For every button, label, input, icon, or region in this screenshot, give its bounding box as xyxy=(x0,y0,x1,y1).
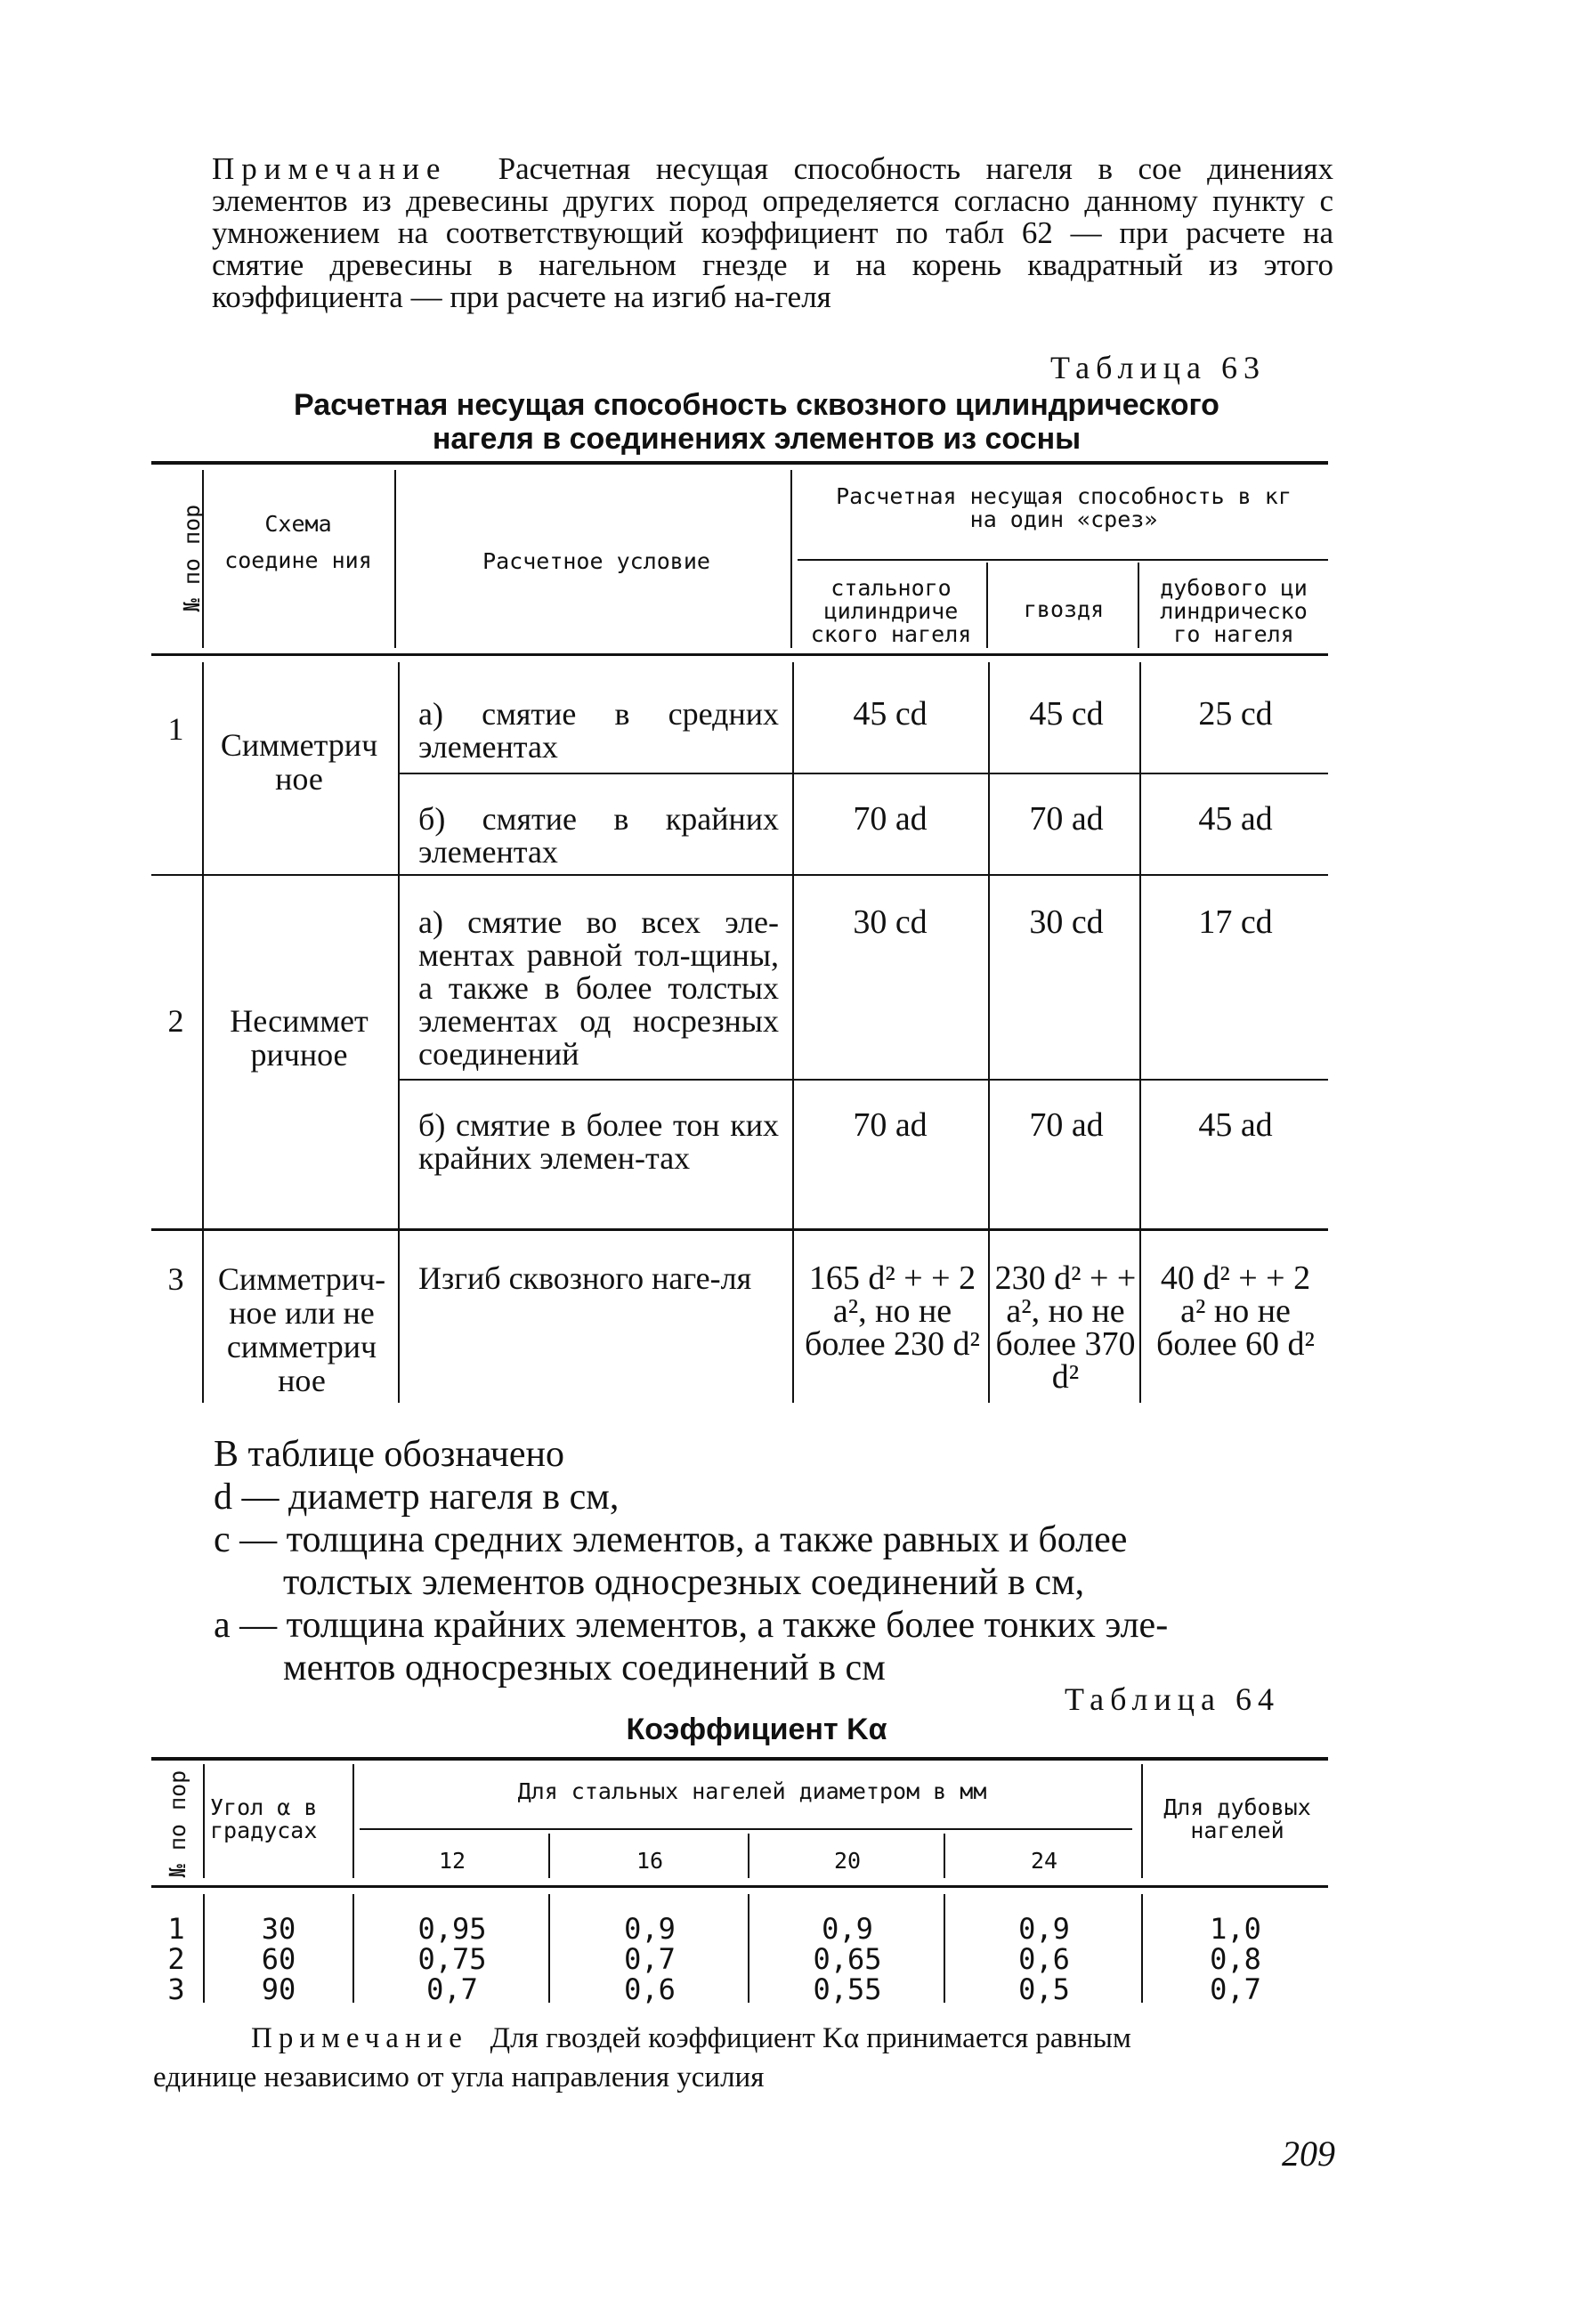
table64-header-d12: 12 xyxy=(438,1848,466,1874)
table64-vline xyxy=(352,1894,354,2003)
table63-header-rule xyxy=(151,653,1328,656)
table63-row-nail: 230 d² + + a², но не более 370 d² xyxy=(994,1259,1137,1396)
table63-vline xyxy=(394,470,396,648)
table64-title: Коэффициент Kα xyxy=(626,1713,887,1746)
table64-vline xyxy=(352,1764,354,1878)
table63-row-steel: 45 cd xyxy=(853,695,928,733)
note-bottom-text2: единице независимо от угла направления усилия xyxy=(153,2061,765,2093)
table64-row-angle: 30 xyxy=(261,1912,296,1946)
table64-header-rule xyxy=(151,1885,1328,1888)
table64-header-num: № по пор xyxy=(165,1769,190,1878)
table63-row-condition: б) смятие в более тон ких крайних элемен-тах xyxy=(418,1107,779,1176)
table63-vline xyxy=(986,563,988,648)
table63-header-capacity: Расчетная несущая способность в кг на один «срез» xyxy=(836,483,1292,532)
table63-row-nail: 70 ad xyxy=(1029,1106,1104,1144)
table64-row-num: 1 xyxy=(167,1912,185,1946)
table63-row-condition: а) смятие в средних элементах xyxy=(418,696,779,765)
table63-row-num: 3 xyxy=(167,1261,184,1297)
table64-vline xyxy=(944,1894,945,2003)
table63-header-scheme: Схема соедине ния xyxy=(224,511,372,573)
table64-header-angle: Угол α в градусах xyxy=(210,1794,318,1843)
legend-a-line1: a — толщина крайних элементов, а также более тонких эле- xyxy=(214,1605,1169,1646)
table63-row-rule xyxy=(151,1228,1328,1231)
table64-number: Таблица 64 xyxy=(1065,1681,1280,1717)
table63-number: Таблица 63 xyxy=(1050,350,1266,385)
table63-row-rule xyxy=(400,1079,1328,1081)
table63-row-steel: 30 cd xyxy=(853,903,928,941)
table63-row-nail: 45 cd xyxy=(1029,695,1104,733)
table63-row-steel: 70 ad xyxy=(853,1106,928,1144)
table64-row-d12: 0,75 xyxy=(417,1942,487,1976)
table64-row-oak: 1,0 xyxy=(1210,1912,1261,1946)
table64-row-d20: 0,55 xyxy=(813,1972,882,2006)
table63-row-steel: 70 ad xyxy=(853,800,928,838)
table63-vline xyxy=(1138,563,1139,648)
note-top xyxy=(212,153,1333,313)
table63-row-rule xyxy=(400,773,1328,774)
table64-row-d20: 0,65 xyxy=(813,1942,882,1976)
table64-row-angle: 90 xyxy=(261,1972,296,2006)
table64-row-angle: 60 xyxy=(261,1942,296,1976)
table63-row-oak: 45 ad xyxy=(1198,800,1273,838)
table63-row-rule xyxy=(151,874,1328,876)
table63-header-num: № по пор xyxy=(179,504,205,612)
note-bottom xyxy=(251,2019,1337,2058)
table64-vline xyxy=(548,1834,550,1878)
table63-top-rule xyxy=(151,461,1328,465)
legend-c-line1: c — толщина средних элементов, а также равных и более xyxy=(214,1519,1128,1560)
table64-row-d16: 0,7 xyxy=(624,1942,676,1976)
table63-row-condition: Изгиб сквозного наге-ля xyxy=(418,1260,752,1296)
table63-row-oak: 40 d² + + 2 a² но не более 60 d² xyxy=(1156,1259,1315,1363)
table64-vline xyxy=(748,1834,749,1878)
table64-row-d12: 0,7 xyxy=(426,1972,478,2006)
table63-row-scheme: Несиммет ричное xyxy=(230,1003,369,1073)
table64-row-num: 3 xyxy=(167,1972,185,2006)
table64-header-d20: 20 xyxy=(833,1848,862,1874)
table63-row-num: 1 xyxy=(167,711,184,747)
table64-header-oak: Для дубовых нагелей xyxy=(1163,1794,1311,1843)
table64-row-oak: 0,8 xyxy=(1210,1942,1261,1976)
table63-header-condition: Расчетное условие xyxy=(482,548,710,574)
table63-row-num: 2 xyxy=(167,1003,184,1039)
legend-a-line2: ментов односрезных соединений в см xyxy=(283,1648,886,1688)
table63-header-oak: дубового ци линдрическо го нагеля xyxy=(1160,575,1308,647)
table64-row-d12: 0,95 xyxy=(417,1912,487,1946)
table63-row-nail: 70 ad xyxy=(1029,800,1104,838)
table63-vline xyxy=(790,470,792,648)
table63-row-oak: 45 ad xyxy=(1198,1106,1273,1144)
table63-row-condition: а) смятие во всех эле-ментах равной тол-щины, а также в более толстых элементах од носрезных соединений xyxy=(418,904,779,1072)
table64-vline xyxy=(1141,1764,1143,1878)
table63-header-steel: стального цилиндриче ского нагеля xyxy=(810,575,972,647)
table64-row-num: 2 xyxy=(167,1942,185,1976)
table64-vline xyxy=(548,1894,550,2003)
table64-vline xyxy=(748,1894,749,2003)
table63-row-oak: 25 cd xyxy=(1198,695,1273,733)
table64-top-rule xyxy=(151,1757,1328,1761)
table63-row-condition: б) смятие в крайних элементах xyxy=(418,801,779,870)
table63-row-steel: 165 d² + + 2 a², но не более 230 d² xyxy=(805,1259,980,1363)
table64-row-oak: 0,7 xyxy=(1210,1972,1261,2006)
table64-vline xyxy=(944,1834,945,1878)
note-bottom-text1: Для гвоздей коэффициент Kα принимается равным xyxy=(490,2022,1131,2054)
table63-row-oak: 17 cd xyxy=(1198,903,1273,941)
table64-subheader-rule xyxy=(360,1828,1132,1830)
table63-subheader-rule xyxy=(798,559,1328,561)
note-top-label: Примечание xyxy=(212,151,448,186)
table64-row-d16: 0,9 xyxy=(624,1912,676,1946)
table63-row-scheme: Симметрич ное xyxy=(220,727,378,797)
note-bottom-label: Примечание xyxy=(251,2022,468,2054)
table63-row-nail: 30 cd xyxy=(1029,903,1104,941)
legend-d: d — диаметр нагеля в см, xyxy=(214,1477,620,1518)
legend-c-line2: толстых элементов односрезных соединений в см, xyxy=(283,1562,1085,1603)
table64-header-steel: Для стальных нагелей диаметром в мм xyxy=(517,1778,987,1804)
table64-header-d24: 24 xyxy=(1030,1848,1058,1874)
table64-vline xyxy=(203,1764,205,1878)
table63-title-line2: нагеля в соединениях элементов из сосны xyxy=(432,422,1082,456)
table63-row-scheme: Симметрич-ное или не симметрич ное xyxy=(217,1261,386,1398)
table64-row-d20: 0,9 xyxy=(822,1912,873,1946)
page-number: 209 xyxy=(1282,2134,1335,2174)
table64-row-d16: 0,6 xyxy=(624,1972,676,2006)
table64-row-d24: 0,6 xyxy=(1018,1942,1070,1976)
table63-title-line1: Расчетная несущая способность сквозного цилиндрического xyxy=(294,388,1219,422)
table64-row-d24: 0,5 xyxy=(1018,1972,1070,2006)
table63-vline xyxy=(202,662,204,1403)
legend-intro: В таблице обозначено xyxy=(214,1434,565,1475)
table63-header-nail: гвоздя xyxy=(1023,596,1105,622)
note-top-text: Расчетная несущая способность нагеля в сое динениях элементов из древесины других пород определяется согласно данному пункту с умножением на соответствующий коэффициент по табл 62 — при расчете на смятие древесины в нагельном гнезде и на корень квадратный из этого коэффициента — при расчете на изгиб на-геля xyxy=(212,151,1333,314)
table64-vline xyxy=(1141,1894,1143,2003)
table64-header-d16: 16 xyxy=(636,1848,664,1874)
table64-row-d24: 0,9 xyxy=(1018,1912,1070,1946)
